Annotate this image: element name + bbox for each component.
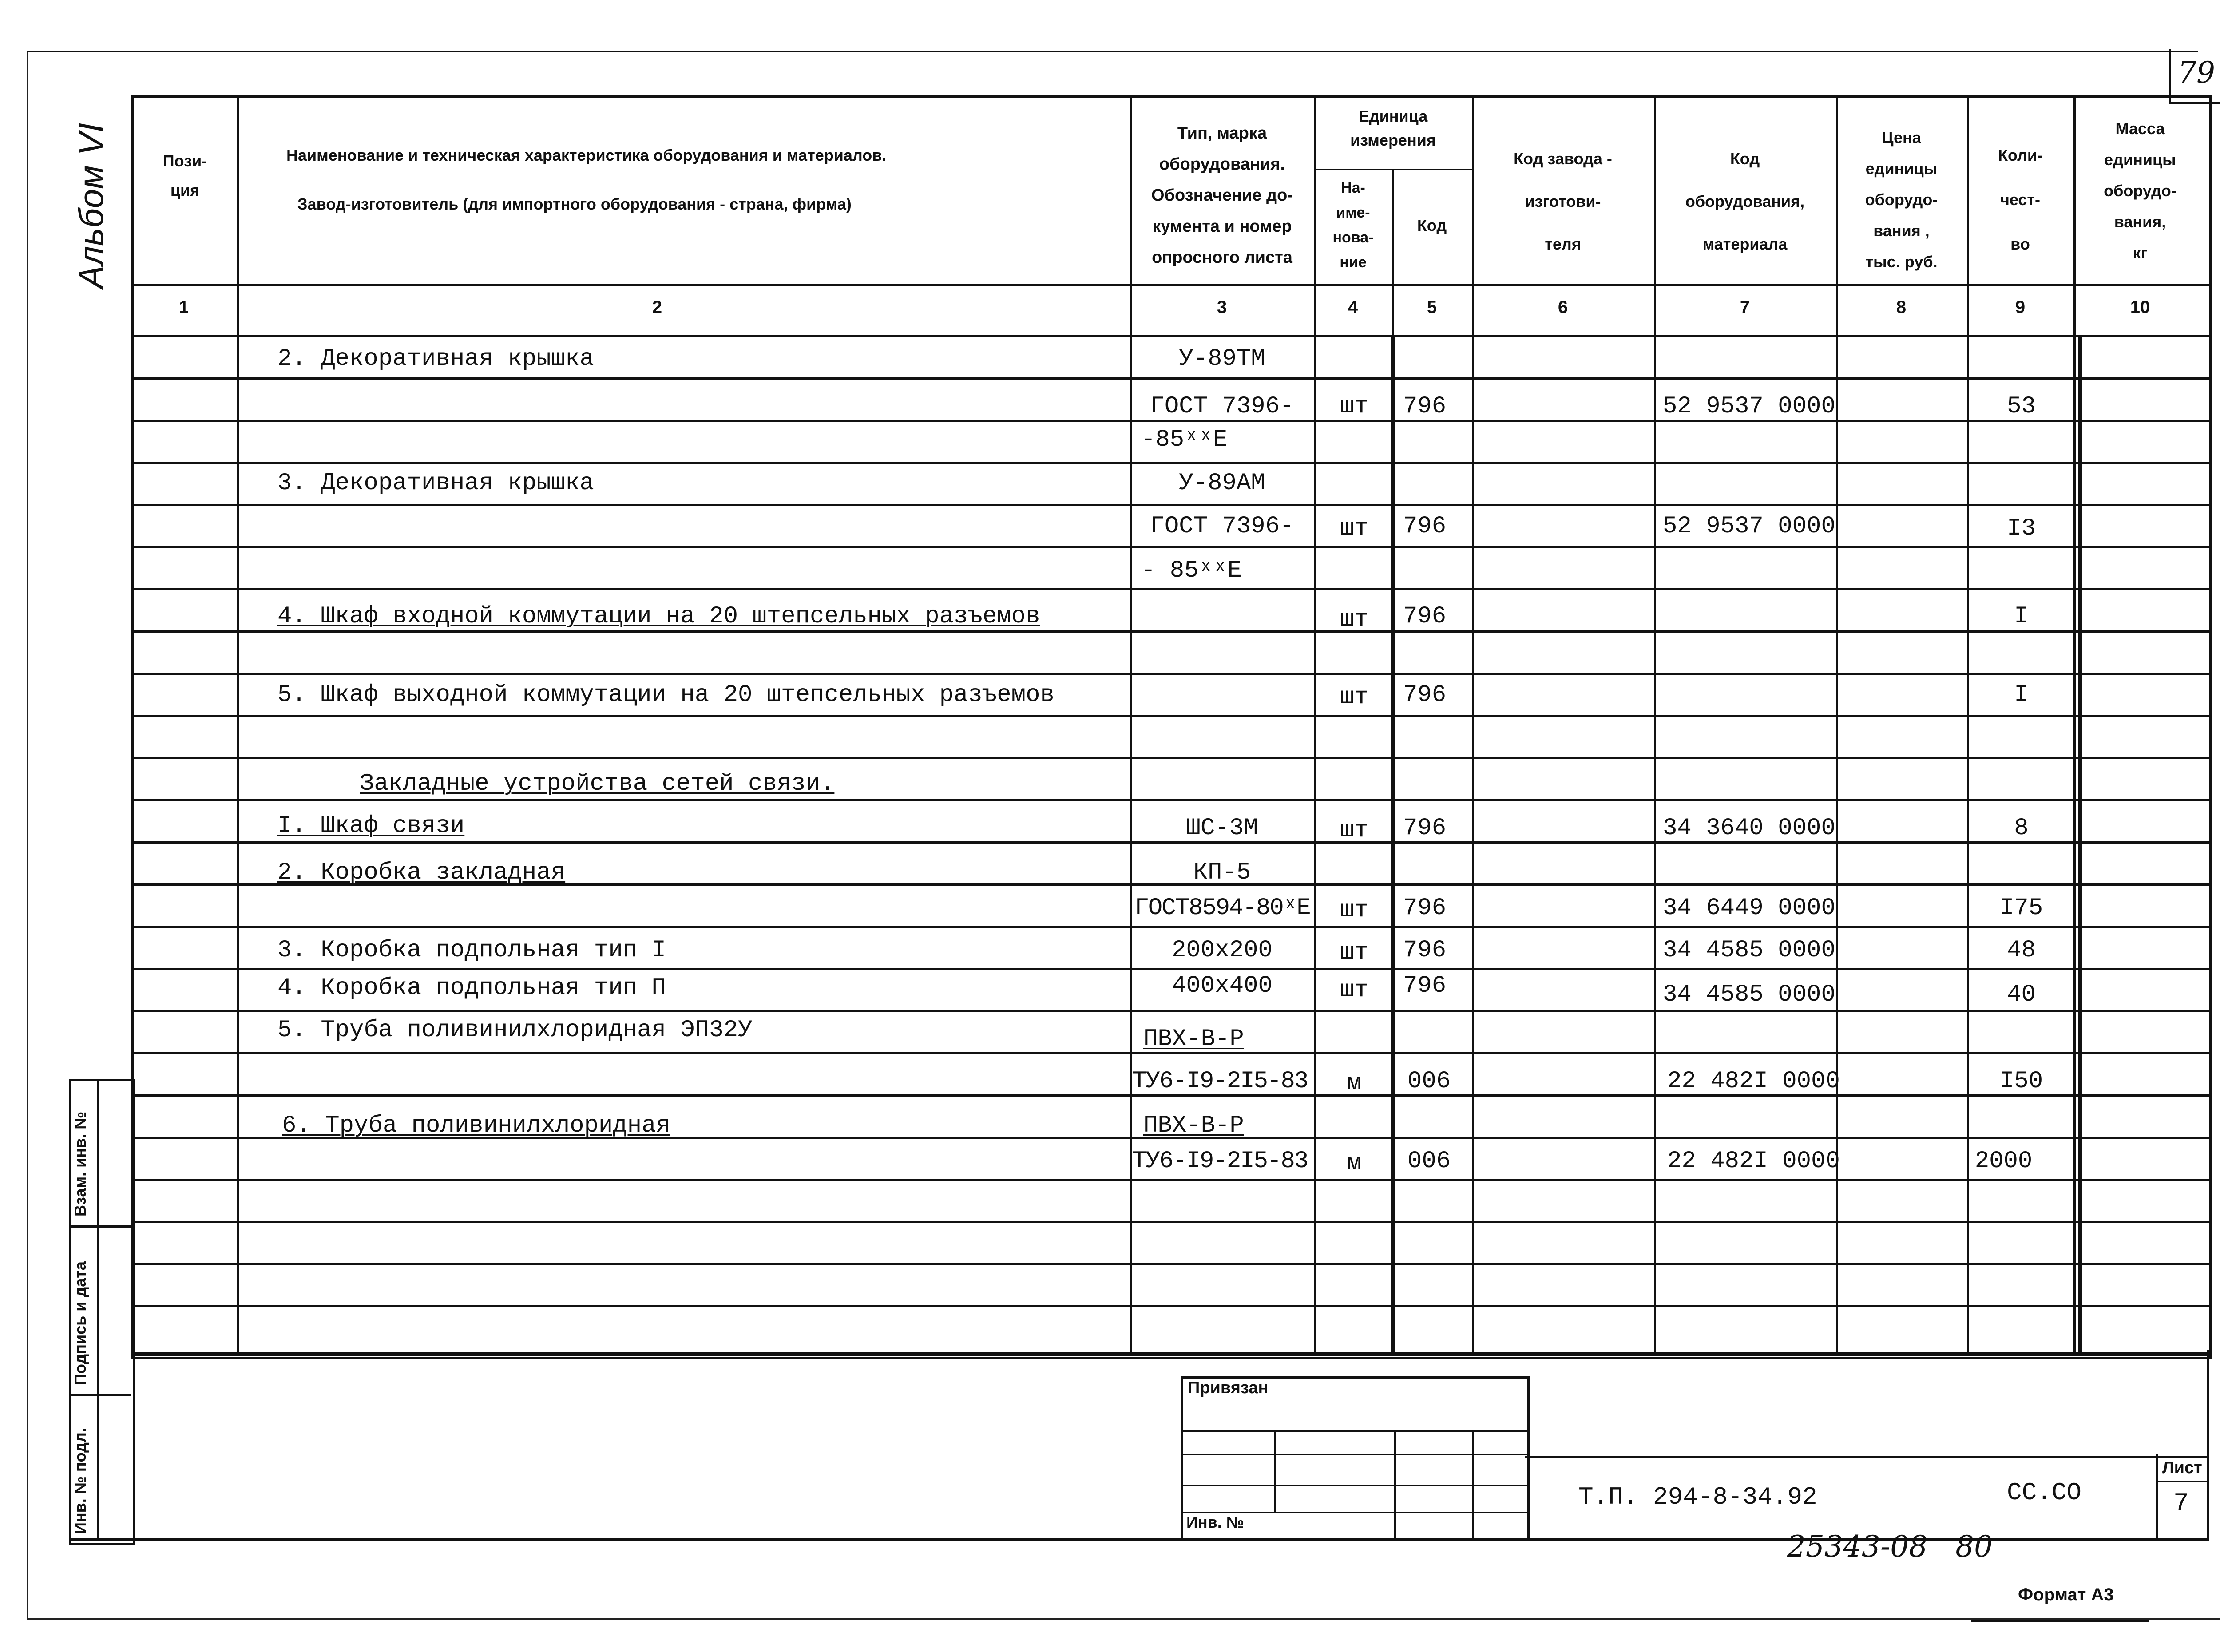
row-name: I. Шкаф связи — [278, 812, 465, 840]
privyazan-line — [1181, 1430, 1527, 1432]
header-c10-line: Масса — [2115, 119, 2165, 138]
privyazan-line — [1181, 1454, 1527, 1455]
privyazan-col — [1472, 1430, 1474, 1538]
left-stamp-col — [97, 1079, 99, 1541]
header-c8-line: оборудо- — [1865, 190, 1938, 209]
colnum-9: 9 — [2015, 297, 2026, 317]
row-material-code: 52 9537 0000 — [1663, 513, 1835, 540]
header-c6-line: теля — [1545, 235, 1581, 253]
row-qty: I — [2014, 681, 2029, 709]
row-type: У-89АМ — [1179, 470, 1265, 497]
colnum-6: 6 — [1558, 297, 1568, 317]
row-line — [131, 799, 2209, 801]
row-code: 796 — [1403, 895, 1447, 922]
row-qty: 48 — [2007, 937, 2036, 964]
row-name: 2. Коробка закладная — [278, 859, 566, 886]
header-c8-line: тыс. руб. — [1865, 253, 1938, 271]
header-c6-line: изготови- — [1525, 192, 1601, 210]
header-c7-line: оборудования, — [1685, 192, 1805, 210]
row-line — [131, 715, 2209, 717]
row-type: ШС-3М — [1186, 815, 1258, 842]
row-line — [131, 1221, 2209, 1223]
row-line — [131, 630, 2209, 633]
header-c4-line: На- — [1341, 179, 1365, 196]
doc-code: Т.П. 294-8-34.92 — [1578, 1483, 1817, 1511]
left-stamp-divider — [69, 1394, 131, 1396]
privyazan-col — [1274, 1430, 1276, 1512]
row-name: 3. Декоративная крышка — [278, 470, 594, 497]
row-material-code: 34 6449 0000 — [1663, 895, 1835, 922]
row-line — [131, 546, 2209, 548]
row-material-code: 34 4585 0000 — [1663, 937, 1835, 964]
header-c7 — [1654, 138, 1836, 265]
row-qty: 2000 — [1974, 1148, 2033, 1175]
row-unit: шт — [1340, 515, 1369, 542]
header-c10-line: единицы — [2104, 151, 2176, 169]
row-unit: шт — [1340, 684, 1369, 711]
sheet-box-line — [2156, 1481, 2209, 1482]
row-material-code: 34 3640 0000 — [1663, 815, 1835, 842]
header-unit-line: измерения — [1350, 131, 1436, 149]
table-bottom-line — [131, 1352, 2209, 1356]
header-c9-line: чест- — [2000, 190, 2041, 209]
row-code: 796 — [1403, 513, 1447, 540]
header-c10 — [2073, 113, 2207, 269]
row-type: ПВХ-В-Р — [1143, 1112, 1244, 1139]
row-unit: шт — [1340, 393, 1369, 420]
left-stamp-divider — [69, 1225, 131, 1228]
header-c8 — [1836, 122, 1967, 277]
header-c2a: Наименование и техническая характеристика оборудования и материалов. — [286, 146, 887, 164]
row-qty: I — [2014, 603, 2029, 630]
row-line — [131, 1263, 2209, 1265]
row-type: У-89ТМ — [1179, 345, 1265, 372]
header-c5: Код — [1417, 216, 1447, 234]
row-unit: шт — [1340, 606, 1369, 633]
format-underline — [1971, 1620, 2149, 1622]
row-unit: м — [1347, 1070, 1362, 1097]
inv-no-label: Инв. № — [1186, 1513, 1244, 1531]
header-c3-line: опросного листа — [1152, 248, 1292, 267]
title-block-top — [1525, 1456, 2209, 1458]
header-c2b: Завод-изготовитель (для импортного оборудования - страна, фирма) — [297, 195, 852, 213]
header-c6-line: Код завода - — [1514, 150, 1612, 168]
row-type: ТУ6-I9-2I5-83 — [1132, 1148, 1308, 1175]
header-c3-line: Обозначение до- — [1151, 186, 1293, 205]
row-code: 796 — [1403, 937, 1447, 964]
row-code: 006 — [1407, 1148, 1451, 1175]
sheet-number: 7 — [2173, 1490, 2189, 1518]
row-line — [131, 1010, 2209, 1012]
row-code: 796 — [1403, 681, 1447, 709]
stamp-inv-podl: Инв. № подл. — [71, 1428, 89, 1534]
row-name: 4. Шкаф входной коммутации на 20 штепсельных разъемов — [278, 603, 1040, 630]
row-line — [131, 673, 2209, 675]
row-code: 796 — [1403, 972, 1447, 999]
row-type: ГОСТ8594-80ˣЕ — [1134, 895, 1310, 922]
row-code: 796 — [1403, 603, 1447, 630]
row-qty: I50 — [1999, 1068, 2043, 1095]
row-code: 006 — [1407, 1068, 1451, 1095]
page-number: 79 — [2178, 55, 2215, 90]
row-name: 3. Коробка подпольная тип I — [278, 937, 666, 964]
row-name: 5. Шкаф выходной коммутации на 20 штепсельных разъемов — [278, 681, 1054, 709]
colnum-5: 5 — [1427, 297, 1437, 317]
row-line — [131, 1305, 2209, 1307]
header-c8-line: единицы — [1865, 159, 1938, 178]
privyazan-col — [1394, 1430, 1396, 1538]
header-c4 — [1314, 175, 1392, 275]
row-code: 796 — [1403, 815, 1447, 842]
sheet-label: Лист — [2162, 1458, 2202, 1477]
row-name: 2. Декоративная крышка — [278, 345, 594, 372]
row-qty: I75 — [1999, 895, 2043, 922]
header-c3-line: кумента и номер — [1152, 217, 1292, 236]
header-c1-line: Пози- — [163, 152, 207, 170]
row-unit: шт — [1340, 939, 1369, 966]
row-line — [131, 462, 2209, 464]
privyazan-line — [1181, 1485, 1527, 1486]
header-unit-group — [1314, 104, 1472, 152]
row-material-code: 34 4585 0000 — [1663, 981, 1835, 1008]
row-line — [131, 377, 2209, 380]
colnum-3: 3 — [1217, 297, 1227, 317]
header-unit-line: Единица — [1358, 107, 1428, 125]
album-label: Альбом VI — [71, 123, 111, 289]
col-line-1 — [237, 95, 239, 1354]
colnum-4: 4 — [1348, 297, 1358, 317]
header-c9-line: во — [2010, 235, 2030, 253]
row-name: 5. Труба поливинилхлоридная ЭП32У — [278, 1017, 753, 1044]
colnum-2: 2 — [652, 297, 662, 317]
header-c8-line: вания , — [1873, 222, 1930, 240]
row-code: 796 — [1403, 393, 1447, 420]
handwritten-number: 25343-08 80 — [1787, 1529, 1993, 1564]
header-c7-line: материала — [1702, 235, 1788, 253]
header-c10-line: оборудо- — [2104, 182, 2176, 200]
row-type: 400x400 — [1172, 972, 1273, 999]
row-name: 6. Труба поливинилхлоридная — [282, 1112, 670, 1139]
row-qty: 8 — [2014, 815, 2029, 842]
row-material-code: 52 9537 0000 — [1663, 393, 1835, 420]
row-type: 200x200 — [1172, 937, 1273, 964]
row-line — [131, 504, 2209, 506]
colnum-8: 8 — [1896, 297, 1907, 317]
stamp-podpis: Подпись и дата — [71, 1261, 89, 1385]
header-c1 — [133, 147, 237, 205]
header-c4-line: ние — [1340, 254, 1367, 271]
row-type: ГОСТ 7396- — [1150, 513, 1294, 540]
header-c3-line: оборудования. — [1159, 155, 1285, 174]
header-c1-line: ция — [170, 181, 200, 199]
header-bottom-line — [131, 284, 2209, 286]
format-label: Формат А3 — [2018, 1585, 2114, 1604]
row-line — [131, 926, 2209, 928]
row-type: ГОСТ 7396- — [1150, 393, 1294, 420]
header-c4-line: име- — [1336, 204, 1370, 221]
stamp-vzam-inv: Взам. инв. № — [71, 1111, 89, 1216]
row-material-code: 22 482I 0000 — [1667, 1068, 1840, 1095]
colnum-7: 7 — [1740, 297, 1750, 317]
thick-frame-cols — [1391, 335, 2082, 1354]
row-type: ПВХ-В-Р — [1143, 1026, 1244, 1053]
row-unit: м — [1347, 1150, 1362, 1177]
privyazan-label: Привязан — [1188, 1379, 1269, 1397]
row-line — [131, 968, 2209, 970]
row-unit: шт — [1340, 897, 1369, 924]
row-line — [131, 757, 2209, 759]
header-c10-line: кг — [2133, 244, 2148, 262]
row-unit: шт — [1340, 817, 1369, 844]
row-unit: шт — [1340, 977, 1369, 1004]
header-c3 — [1130, 118, 1314, 273]
header-c4-line: нова- — [1332, 229, 1374, 246]
row-line — [131, 588, 2209, 590]
section-title: Закладные устройства сетей связи. — [360, 770, 835, 797]
row-material-code: 22 482I 0000 — [1667, 1148, 1840, 1175]
row-qty: I3 — [2007, 515, 2036, 542]
header-c6 — [1472, 138, 1654, 265]
row-type: - 85ˣˣЕ — [1141, 557, 1242, 584]
row-type: ТУ6-I9-2I5-83 — [1132, 1068, 1308, 1095]
header-c8-line: Цена — [1882, 128, 1921, 147]
colnum-1: 1 — [178, 297, 189, 317]
doc-mark: СС.СО — [2007, 1478, 2082, 1507]
row-line — [131, 1179, 2209, 1181]
top-border — [27, 51, 2198, 52]
colnum-10: 10 — [2130, 297, 2150, 317]
header-c10-line: вания, — [2114, 213, 2166, 231]
header-c7-line: Код — [1730, 150, 1760, 168]
row-type: -85ˣˣЕ — [1141, 426, 1228, 453]
row-qty: 40 — [2007, 981, 2036, 1008]
header-c9 — [1967, 133, 2073, 266]
header-c9-line: Коли- — [1998, 146, 2043, 164]
row-qty: 53 — [2007, 393, 2036, 420]
header-c3-line: Тип, марка — [1177, 124, 1267, 143]
row-name: 4. Коробка подпольная тип П — [278, 975, 666, 1002]
row-type: КП-5 — [1193, 859, 1251, 886]
